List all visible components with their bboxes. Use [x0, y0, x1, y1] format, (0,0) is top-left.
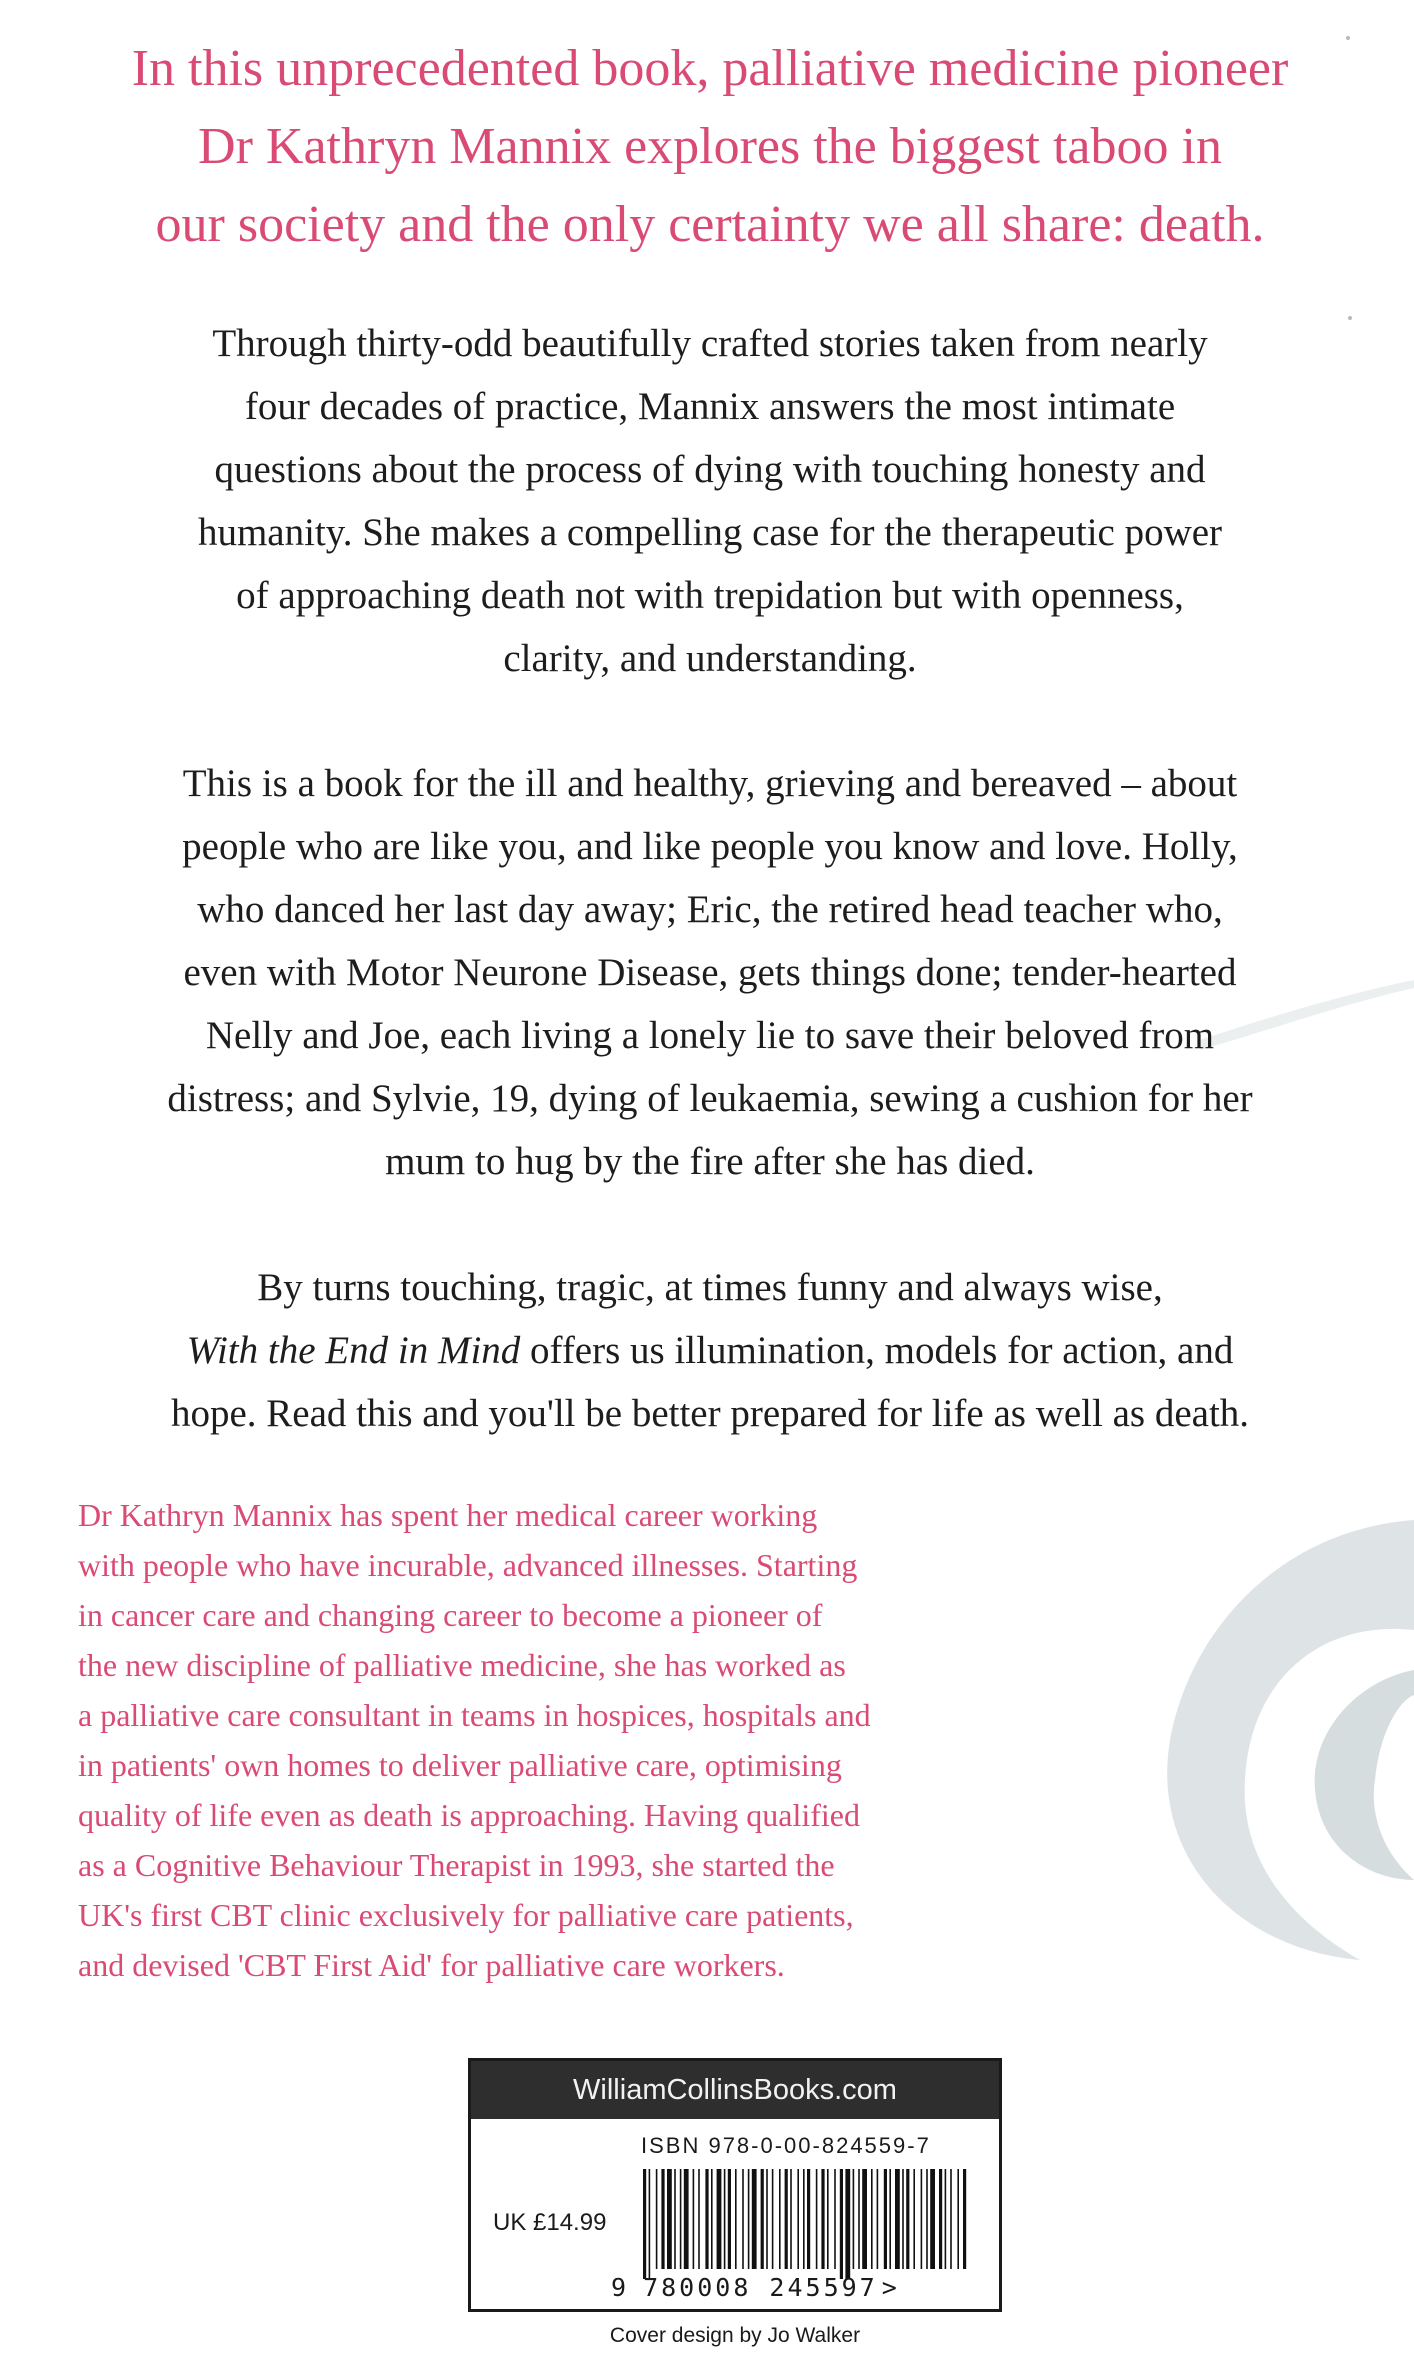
blurb-line: hope. Read this and you'll be better prepared for life as well as death. [170, 1392, 1250, 1435]
barcode-bar [862, 2169, 867, 2269]
barcode-bar [742, 2169, 744, 2269]
blurb-line: clarity, and understanding. [503, 637, 917, 680]
price-label: UK £14.99 [493, 2209, 607, 2236]
blurb-line: of approaching death not with trepidation but with openness, [236, 574, 1184, 617]
isbn-label: ISBN 978-0-00-824559-7 [641, 2133, 931, 2158]
publisher-website[interactable]: WilliamCollinsBooks.com [471, 2061, 999, 2119]
blurb-line: four decades of practice, Mannix answers the most intimate [244, 385, 1176, 428]
barcode-bar [853, 2169, 855, 2269]
barcode-bar [871, 2169, 873, 2269]
barcode-bar [926, 2169, 928, 2269]
blurb-line: people who are like you, and like people you know and love. Holly, [182, 825, 1238, 868]
barcode-bar [717, 2169, 722, 2269]
barcode-bar [643, 2169, 646, 2279]
barcode-bar [913, 2169, 915, 2269]
barcode-bar [858, 2169, 860, 2269]
barcode-bar [698, 2169, 700, 2269]
barcode-bar [884, 2169, 887, 2269]
blurb-line: Through thirty-odd beautifully crafted stories taken from nearly [212, 322, 1208, 365]
bio-line: and devised 'CBT First Aid' for palliative care workers. [78, 1947, 785, 1983]
decorative-swirl [1130, 1480, 1414, 2000]
author-bio [78, 1490, 1078, 1990]
tagline [60, 30, 1360, 264]
barcode-bar [816, 2169, 818, 2269]
blurb-line: mum to hug by the fire after she has died. [385, 1140, 1035, 1183]
barcode-bar [797, 2169, 799, 2269]
barcode-digits [611, 2273, 971, 2302]
barcode-bar [945, 2169, 947, 2269]
barcode-bar [661, 2169, 664, 2269]
blurb-line: distress; and Sylvie, 19, dying of leukaemia, sewing a cushion for her [167, 1077, 1253, 1120]
barcode-bar [821, 2169, 824, 2269]
blurb-line: This is a book for the ill and healthy, grieving and bereaved – about [182, 762, 1238, 805]
tagline-line: In this unprecedented book, palliative medicine pioneer [131, 40, 1289, 97]
barcode [641, 2169, 971, 2279]
barcode-lead-digit: 9 [611, 2273, 630, 2302]
bio-line: in cancer care and changing career to become a pioneer of [78, 1597, 823, 1633]
barcode-bar [877, 2169, 879, 2269]
cover-credit: Cover design by Jo Walker [609, 2324, 861, 2347]
barcode-bar [840, 2169, 843, 2279]
bio-line: the new discipline of palliative medicine, she has worked as [78, 1647, 846, 1683]
barcode-bar [724, 2169, 726, 2269]
blurb-line: questions about the process of dying with touching honesty and [214, 448, 1206, 491]
blurb-paragraph-2 [70, 752, 1350, 1193]
barcode-bar [684, 2169, 689, 2269]
blurb-paragraph-1 [70, 312, 1350, 690]
tagline-line: Dr Kathryn Mannix explores the biggest taboo in [198, 118, 1222, 175]
barcode-bar [772, 2169, 774, 2269]
barcode-bar [693, 2169, 695, 2269]
barcode-bar [906, 2169, 909, 2269]
barcode-bar [834, 2169, 836, 2269]
barcode-bar [680, 2169, 682, 2269]
barcode-end-mark: > [881, 2273, 900, 2302]
barcode-bar [649, 2169, 651, 2279]
bio-line: UK's first CBT clinic exclusively for palliative care patients, [78, 1897, 854, 1933]
barcode-bar [939, 2169, 942, 2269]
bio-line: as a Cognitive Behaviour Therapist in 1993, she started the [78, 1847, 835, 1883]
bio-line: Dr Kathryn Mannix has spent her medical career working [78, 1497, 818, 1533]
barcode-bar [845, 2169, 850, 2279]
blurb-line: who danced her last day away; Eric, the retired head teacher who, [197, 888, 1223, 931]
barcode-bar [761, 2169, 764, 2269]
bio-line: a palliative care consultant in teams in hospices, hospitals and [78, 1697, 871, 1733]
barcode-bar [656, 2169, 658, 2269]
barcode-bar [779, 2169, 781, 2269]
barcode-bar [957, 2169, 959, 2269]
blurb-line-rest: offers us illumination, models for action, and [520, 1329, 1234, 1372]
barcode-bar [902, 2169, 904, 2269]
barcode-bar [766, 2169, 768, 2269]
barcode-bar [895, 2169, 900, 2269]
bio-line: in patients' own homes to deliver palliative care, optimising [78, 1747, 842, 1783]
barcode-bar [711, 2169, 713, 2269]
blurb-line [70, 1319, 1350, 1382]
barcode-bar [950, 2169, 952, 2269]
barcode-bar [785, 2169, 788, 2269]
blurb-line: By turns touching, tragic, at times funny and always wise, [257, 1266, 1163, 1309]
barcode-bar [921, 2169, 923, 2269]
barcode-bar [735, 2169, 737, 2269]
barcode-bar [748, 2169, 750, 2269]
barcode-bar [889, 2169, 891, 2269]
blurb-line: Nelly and Joe, each living a lonely lie to save their beloved from [205, 1014, 1215, 1057]
barcode-bar [728, 2169, 731, 2269]
blurb-paragraph-3 [70, 1256, 1350, 1445]
barcode-bar [752, 2169, 757, 2269]
barcode-number: 780008 245597 [643, 2273, 878, 2302]
barcode-bar [963, 2169, 966, 2269]
blurb-line: even with Motor Neurone Disease, gets things done; tender-hearted [183, 951, 1237, 994]
barcode-bar [674, 2169, 676, 2269]
barcode-bar [807, 2169, 810, 2269]
book-title: With the End in Mind [186, 1329, 521, 1372]
barcode-panel [468, 2058, 1002, 2312]
barcode-bar [930, 2169, 935, 2269]
barcode-bar [790, 2169, 792, 2269]
bio-line: quality of life even as death is approaching. Having qualified [78, 1797, 860, 1833]
tagline-line: our society and the only certainty we all share: death. [155, 196, 1265, 253]
barcode-bar [705, 2169, 708, 2269]
barcode-bar [827, 2169, 829, 2269]
barcode-bar [803, 2169, 805, 2269]
blurb-line: humanity. She makes a compelling case for the therapeutic power [197, 511, 1223, 554]
barcode-bar [667, 2169, 672, 2269]
bio-line: with people who have incurable, advanced illnesses. Starting [78, 1547, 858, 1583]
